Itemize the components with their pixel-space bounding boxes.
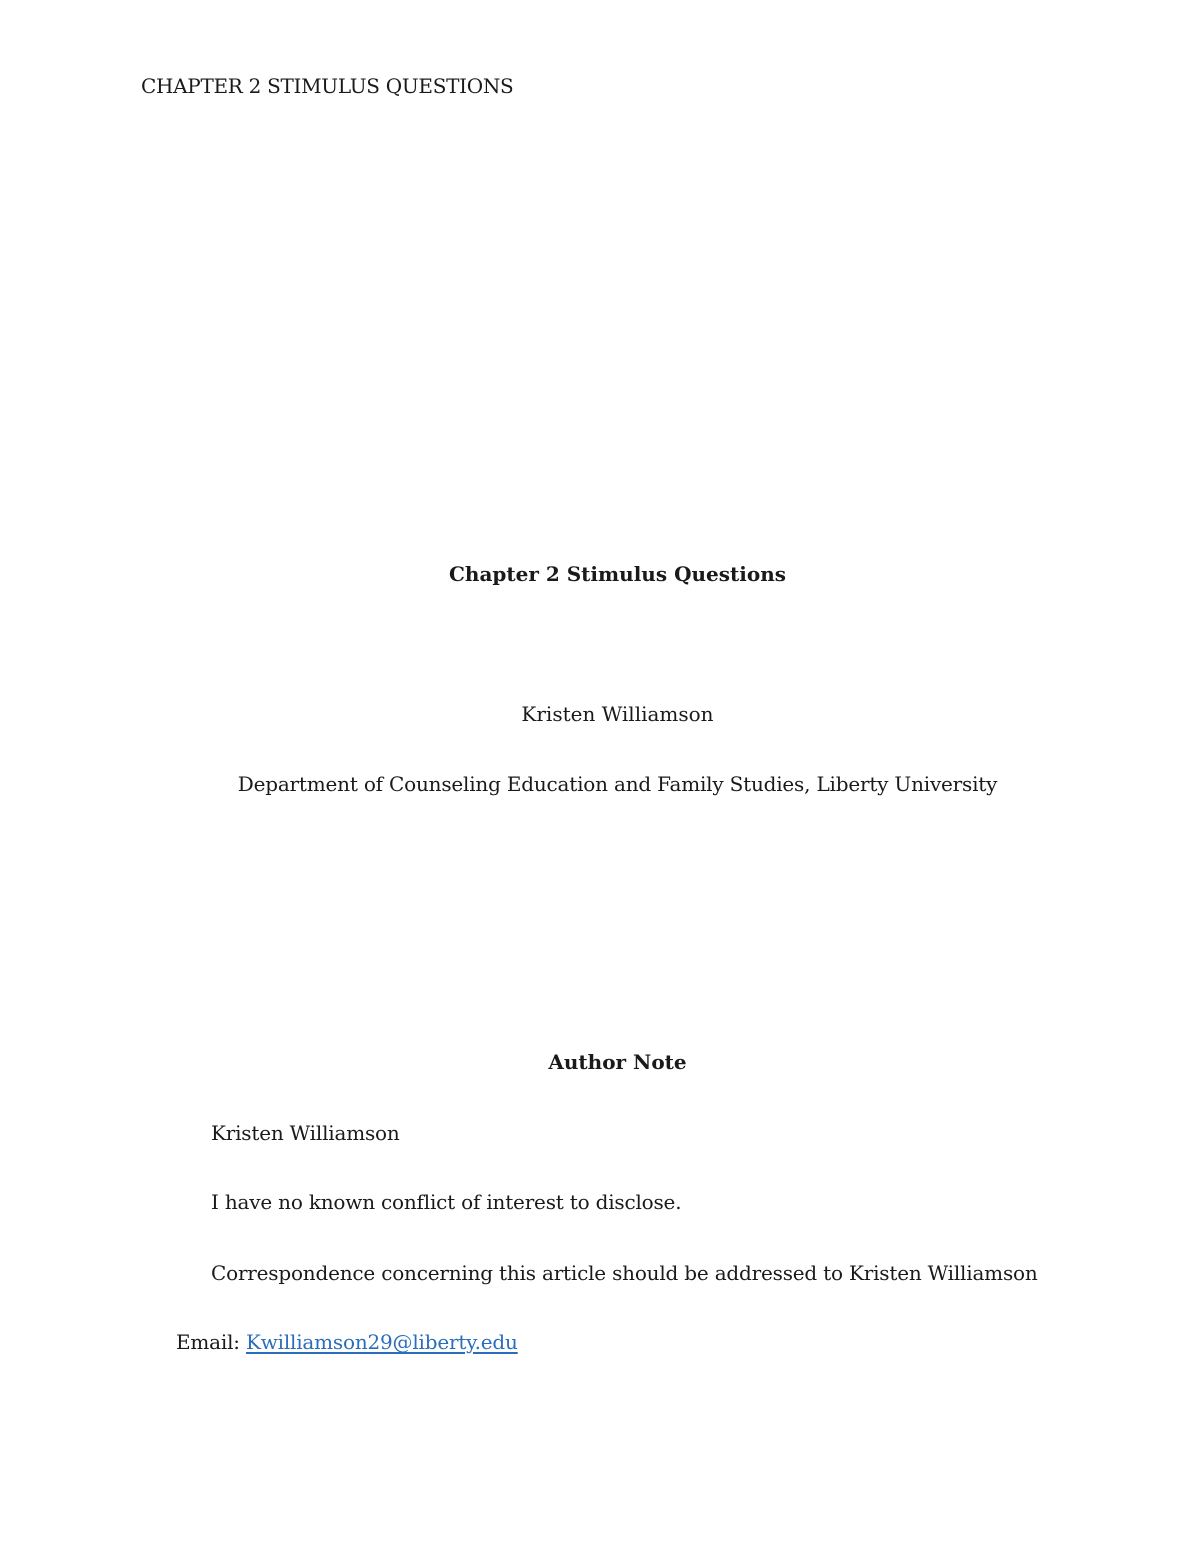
paper-title: Chapter 2 Stimulus Questions — [448, 562, 786, 586]
email-line — [176, 1329, 518, 1355]
email-link[interactable]: Kwilliamson29@liberty.edu — [245, 1330, 518, 1354]
conflict-of-interest-statement: I have no known conflict of interest to disclose. — [211, 1190, 682, 1214]
author-note-heading: Author Note — [548, 1050, 687, 1074]
correspondence-statement: Correspondence concerning this article should be addressed to Kristen Williamson — [211, 1261, 1038, 1285]
running-head: CHAPTER 2 STIMULUS QUESTIONS — [141, 74, 514, 98]
author-note-name: Kristen Williamson — [211, 1121, 400, 1145]
author-name: Kristen Williamson — [521, 702, 714, 726]
author-affiliation: Department of Counseling Education and Family Studies, Liberty University — [237, 772, 998, 796]
email-label: Email: — [176, 1330, 246, 1354]
